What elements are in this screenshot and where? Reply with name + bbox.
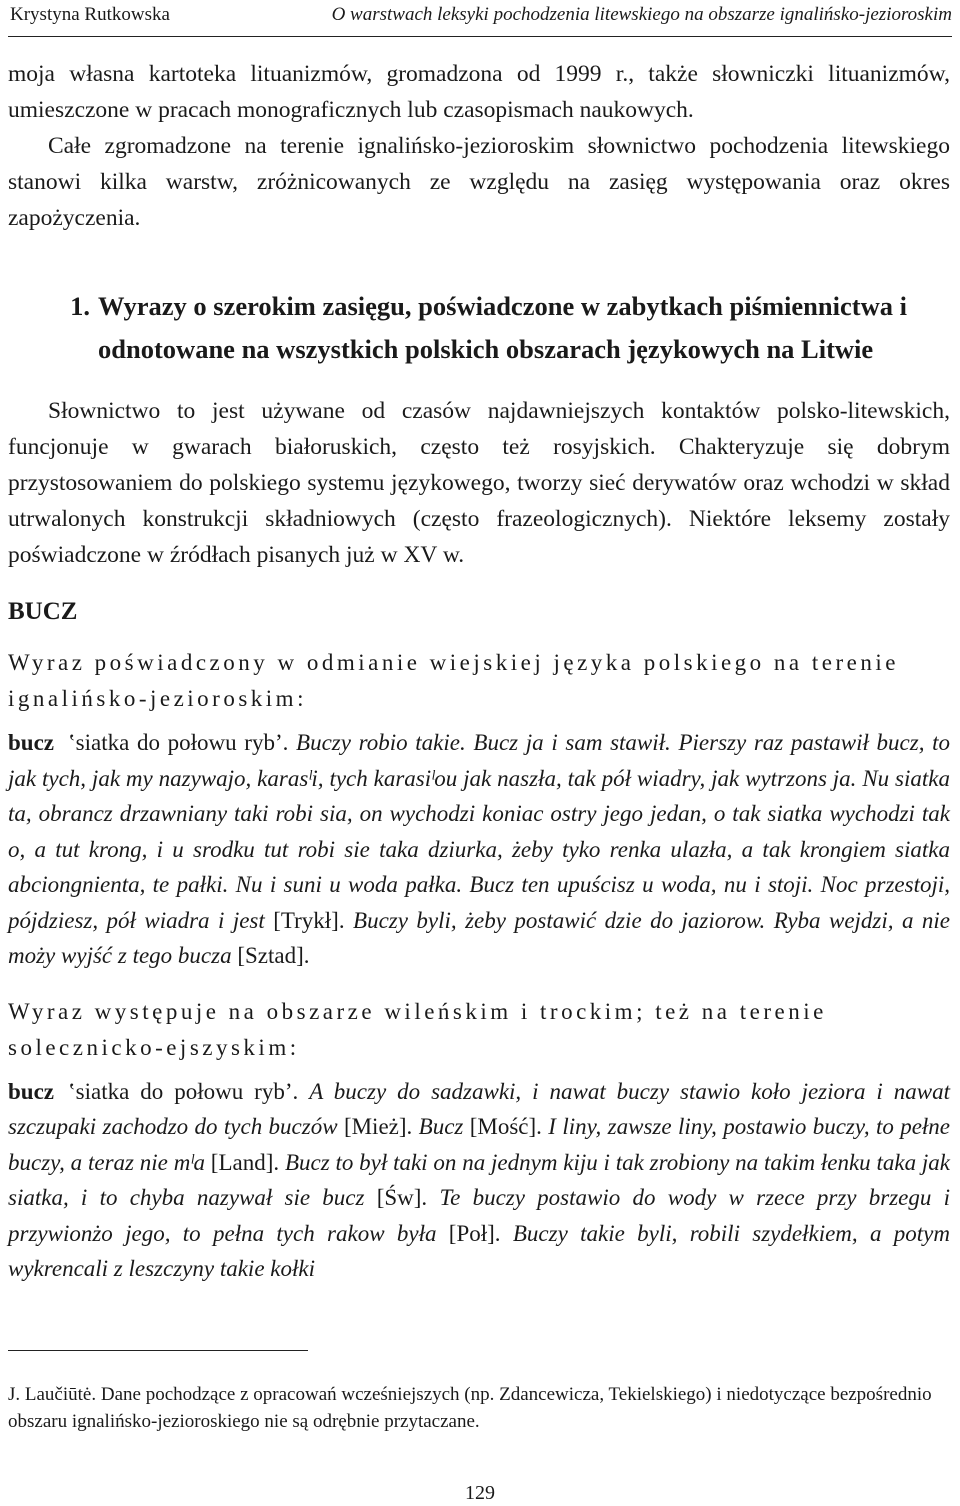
quote-text: Te buczy postawio do wody w rzece przy brzegu i przywionżo jego, to pełna tych rakow była bbox=[8, 1185, 950, 1246]
quote-source: [Land]. bbox=[210, 1149, 280, 1175]
quote-source: [Św]. bbox=[376, 1185, 428, 1210]
quote-gloss: ʽsiatka do połowu rybʼ. bbox=[68, 1078, 299, 1104]
entry-quote-1 bbox=[8, 725, 950, 974]
quote-source: [Trykł]. bbox=[273, 907, 345, 933]
header-divider bbox=[8, 36, 952, 37]
section-title: Wyrazy o szerokim zasięgu, poświadczone w zabytkach piśmiennictwa i odnotowane na wszystkich polskich obszarach językowych na Litwie bbox=[98, 291, 907, 364]
quote-text: Buczy robio takie. Bucz ja i sam stawił. Pierszy raz pastawił bucz, to jak tych, jak my nazywajo, karasˡi, tych karasiˡou jak naszła, tak pół wiadry, jak wytrzons ja. Nu siatka ta, obrancz drzawniany taki robi sia, on wychodzi koniac ostry jego jedan, o tak siatka wychodzi tak o, a tut krong, i u srodku tut robi sie taka dziurka, żeby tyko renka ulazła, a tak krongiem siatka abciongnienta, te pałki. Nu i suni u woda pałka. Bucz ten upuścisz u woda, nu i stoji. Noc przestoji, pójdziesz, pół wiadra i jest bbox=[8, 730, 950, 933]
entry-headword: BUCZ bbox=[8, 598, 78, 625]
page-number: 129 bbox=[465, 1482, 495, 1504]
footnote: J. Laučiūtė. Dane pochodzące z opracowań wcześniejszych (np. Zdancewicza, Tekielskiego) i niedotyczące bezpośrednio obszaru ignalińsko-jezioroskiego nie są odrębnie przytaczane. bbox=[8, 1384, 932, 1432]
footnote-divider bbox=[8, 1350, 308, 1351]
quote-source: [Sztad]. bbox=[237, 943, 310, 968]
quote-text: A buczy do sadzawki, i nawat buczy stawio koło jeziora i nawat szczupaki zachodzo do tych buczów bbox=[8, 1078, 951, 1139]
quote-text: Buczy byli, żeby postawić dzie do jaziorow. Ryba wejdzi, a nie moży wyjść z tego bucza bbox=[8, 907, 951, 968]
quote-source: [Mież]. bbox=[343, 1114, 413, 1139]
quote-text: I liny, zawsze liny, postawio buczy, to pełne buczy, a teraz nie mˡa bbox=[8, 1114, 951, 1175]
page-body bbox=[8, 56, 950, 1287]
quote-gloss: ʽsiatka do połowu rybʼ. bbox=[68, 730, 289, 755]
section-heading bbox=[8, 285, 950, 371]
quote-text: Bucz to był taki on na jednym kiju i tak zrobiony na takim łenku taka jak siatka, i to chyba nazywał sie bucz bbox=[8, 1149, 950, 1210]
entry-area-note-1: Wyraz poświadczony w odmianie wiejskiej języka polskiego na terenie ignalińsko-jezioroskim: bbox=[8, 650, 899, 711]
intro-paragraph: Całe zgromadzone na terenie ignalińsko-jezioroskim słownictwo pochodzenia litewskiego stanowi kilka warstw, zróżnicowanych ze względu na zasięg występowania oraz okres zapożyczenia. bbox=[8, 133, 950, 231]
quote-text: Buczy takie byli, robili szydełkiem, a potym wykrencali z leszczyny takie kołki bbox=[8, 1220, 951, 1281]
section-body-paragraph: Słownictwo to jest używane od czasów najdawniejszych kontaktów polsko-litewskich, funcjonuje w gwarach białoruskich, często też rosyjskich. Chakteryzuje się dobrym przystosowaniem do polskiego systemu językowego, tworzy sieć derywatów oraz wchodzi w skład utrwalonych konstrukcji składniowych (często frazeologicznych). Niektóre leksemy zostały poświadczone w źródłach pisanych już w XV w. bbox=[8, 398, 950, 568]
intro-paragraph-continued: moja własna kartoteka lituanizmów, gromadzona od 1999 r., także słowniczki lituanizmów, umieszczone w pracach monograficznych lub czasopismach naukowych. bbox=[8, 61, 950, 123]
section-number: 1. bbox=[70, 291, 90, 321]
running-header-title: O warstwach leksyki pochodzenia litewskiego na obszarze ignalińsko-jezioroskim bbox=[331, 4, 952, 25]
running-header bbox=[10, 4, 952, 34]
quote-source: [Poł]. bbox=[448, 1220, 501, 1246]
quote-source: [Mość]. bbox=[469, 1114, 542, 1139]
entry-area-note-2: Wyraz występuje na obszarze wileńskim i trockim; też na terenie solecznicko-ejszyskim: bbox=[8, 998, 827, 1060]
quote-headword: bucz bbox=[8, 1078, 54, 1104]
quote-headword: bucz bbox=[8, 730, 54, 755]
running-header-author: Krystyna Rutkowska bbox=[10, 4, 170, 25]
quote-text: Bucz bbox=[418, 1114, 464, 1139]
entry-quote-2 bbox=[8, 1074, 950, 1287]
